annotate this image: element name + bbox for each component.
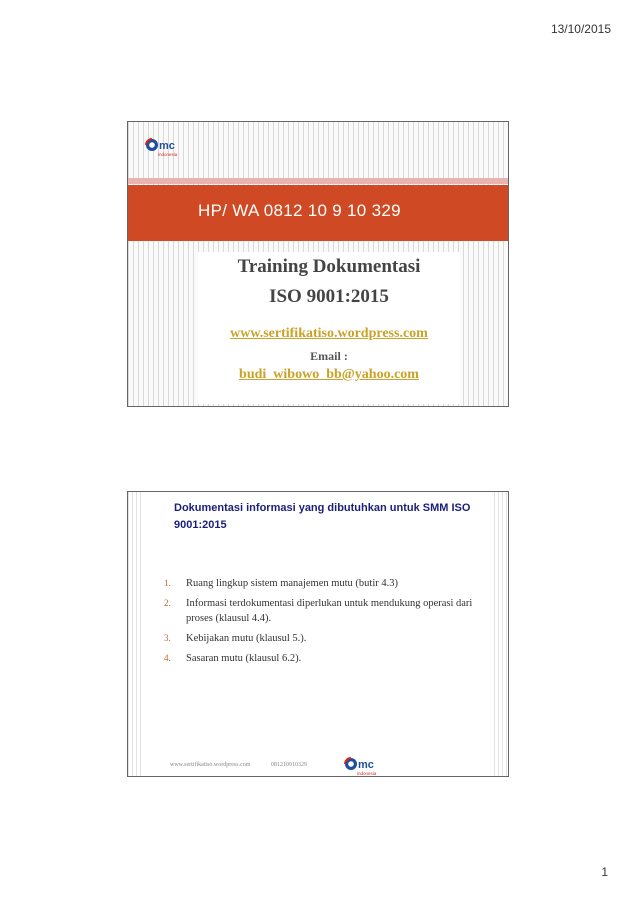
list-text: Sasaran mutu (klausul 6.2). [186, 653, 302, 664]
list-number: 4. [164, 653, 171, 663]
requirements-list [164, 576, 494, 671]
slide-title-line1: Training Dokumentasi [237, 256, 421, 277]
slide-heading: Dokumentasi informasi yang dibutuhkan untuk SMM ISO 9001:2015 [174, 502, 471, 531]
omc-logo [144, 136, 180, 158]
logo-text: mc [159, 140, 175, 152]
logo-text: mc [358, 759, 374, 771]
phone-banner [128, 185, 508, 241]
accent-band [128, 178, 508, 184]
list-item [164, 596, 494, 626]
page-date: 13/10/2015 [550, 22, 611, 36]
email-label: Email : [310, 349, 348, 363]
omc-logo-icon [144, 136, 180, 158]
title-panel [198, 252, 460, 404]
footer-website: www.sertifikatiso.wordpress.com [170, 762, 251, 768]
list-item [164, 631, 494, 646]
left-stripe-decoration [128, 492, 142, 776]
phone-number: HP/ WA 0812 10 9 10 329 [198, 201, 401, 220]
omc-logo-footer [343, 755, 379, 777]
page-number: 1 [601, 865, 608, 879]
footer-phone: 081210910329 [271, 762, 307, 768]
omc-logo-icon [343, 755, 379, 777]
list-number: 1. [164, 578, 171, 588]
list-number: 3. [164, 633, 171, 643]
list-text: Ruang lingkup sistem manajemen mutu (butir 4.3) [186, 578, 399, 589]
website-link[interactable]: www.sertifikatiso.wordpress.com [230, 326, 428, 341]
email-link[interactable]: budi_wibowo_bb@yahoo.com [239, 367, 419, 382]
slide-title-line2: ISO 9001:2015 [269, 286, 389, 307]
list-number: 2. [164, 598, 171, 608]
logo-subtext: indonesia [357, 771, 377, 776]
list-text: Informasi terdokumentasi diperlukan untuk mendukung operasi dari proses (klausul 4.4). [186, 598, 473, 624]
content-slide [127, 491, 509, 777]
list-text: Kebijakan mutu (klausul 5.). [186, 633, 307, 644]
list-item [164, 576, 494, 591]
title-slide [127, 121, 509, 407]
right-stripe-decoration [494, 492, 508, 776]
list-item [164, 651, 494, 666]
logo-subtext: indonesia [158, 152, 178, 157]
